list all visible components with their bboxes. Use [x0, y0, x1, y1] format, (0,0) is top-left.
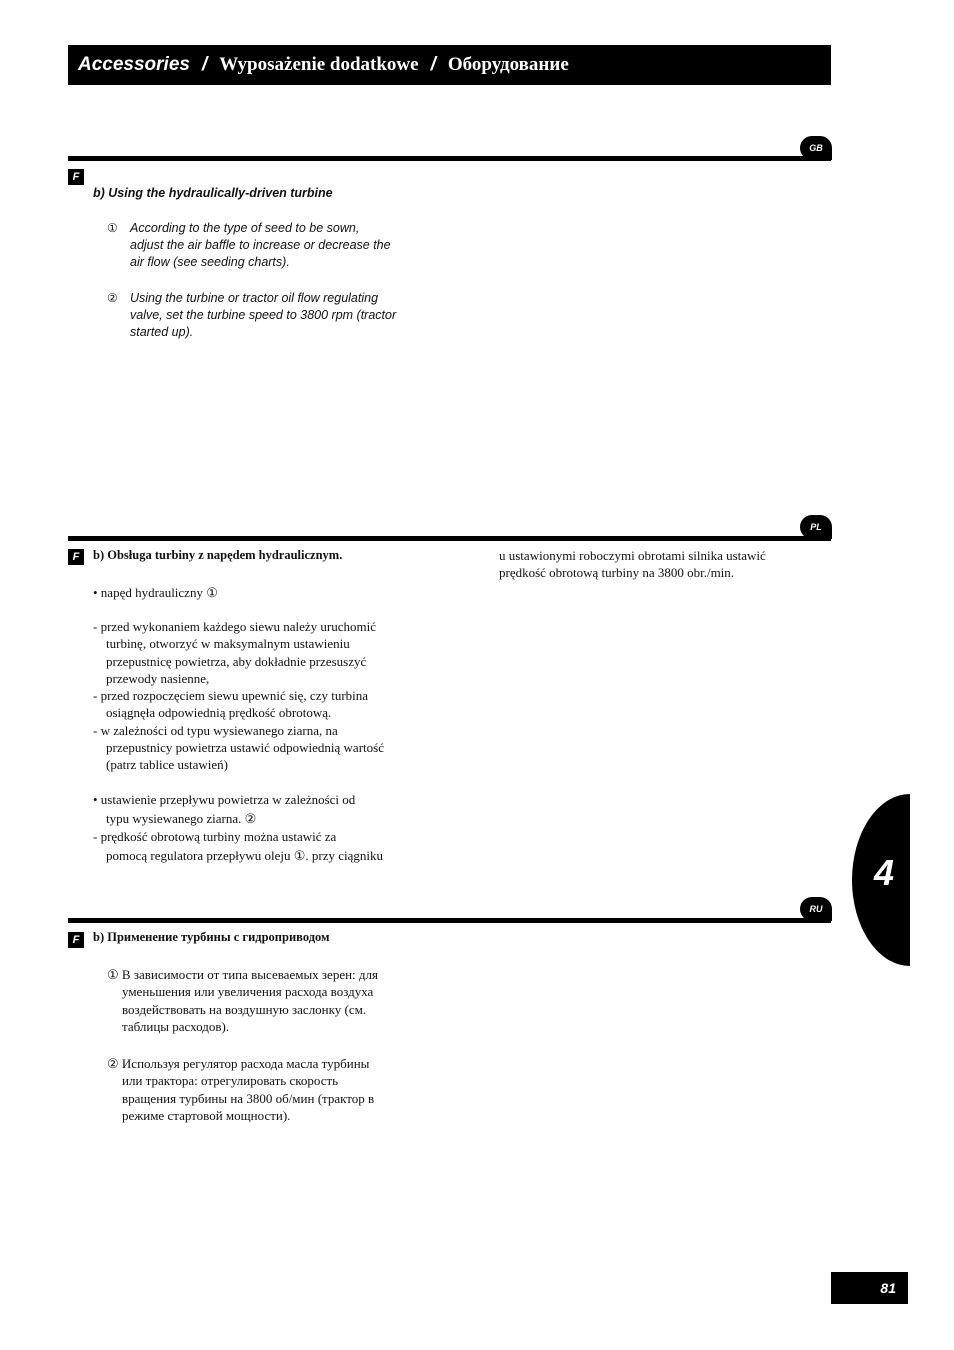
- header-separator: /: [430, 54, 436, 75]
- lang-tab-gb: GB: [800, 136, 832, 160]
- section-title-gb: b) Using the hydraulically-driven turbine: [93, 186, 333, 200]
- pl-right-column: u ustawionymi roboczymi obrotami silnika ustawić prędkość obrotową turbiny na 3800 obr./min.: [499, 548, 766, 581]
- header-title-ru: Оборудование: [447, 54, 569, 75]
- header-separator: /: [201, 54, 208, 75]
- ru-step-2: ② Используя регулятор расхода масла турбины или трактора: отрегулировать скорость вращения турбины на 3800 об/мин (трактор в режиме стартовой мощности).: [107, 1056, 375, 1123]
- step-marker: ②: [107, 291, 118, 305]
- lang-tab-ru: RU: [800, 897, 832, 921]
- step-marker: ①: [107, 221, 118, 235]
- gb-step-1: According to the type of seed to be sown, adjust the air baffle to increase or decrease the air flow (see seeding charts).: [130, 221, 391, 269]
- ru-step-1: ① В зависимости от типа высеваемых зерен: для уменьшения или увеличения расхода воздуха воздействовать на воздушную заслонку (см. таблицы расходов).: [107, 967, 379, 1034]
- figure-label-pl: F: [68, 549, 84, 565]
- section-title-ru: b) Применение турбины с гидроприводом: [93, 930, 330, 944]
- header-title-pl: Wyposażenie dodatkowe: [219, 54, 419, 75]
- chapter-number: 4: [874, 852, 895, 893]
- lang-tab-pl: PL: [800, 515, 832, 539]
- figure-label-ru: F: [68, 932, 84, 948]
- section-divider-ru: [68, 918, 831, 923]
- section-divider-gb: [68, 156, 831, 161]
- page-header: [68, 45, 831, 85]
- gb-step-2: Using the turbine or tractor oil flow regulating valve, set the turbine speed to 3800 rpm (tractor started up).: [130, 291, 397, 339]
- header-title-en: Accessories: [78, 54, 190, 75]
- pl-paragraph-a: - przed wykonaniem każdego siewu należy uruchomić turbinę, otworzyć w maksymalnym ustawieniu przepustnicę powietrza, aby dokładnie przesuszyć przewody nasienne, - przed rozpoczęciem siewu upewnić się, czy turbina osiągnęła odpowiednią prędkość obrotową. - w zależności od typu wysiewanego ziarna, na przepustnicy powietrza ustawić odpowiednią wartość (patrz tablice ustawień): [93, 619, 384, 773]
- pl-bullet-drive: • napęd hydrauliczny ①: [93, 585, 218, 600]
- section-title-pl: b) Obsługa turbiny z napędem hydraulicznym.: [93, 548, 343, 562]
- section-divider-pl: [68, 536, 831, 541]
- pl-paragraph-b: • ustawienie przepływu powietrza w zależności od typu wysiewanego ziarna. ② - prędkość obrotową turbiny można ustawić za pomocą regulatora przepływu oleju ①. przy ciągniku: [93, 792, 383, 864]
- page-number: 81: [831, 1272, 908, 1304]
- figure-label-gb: F: [68, 169, 84, 185]
